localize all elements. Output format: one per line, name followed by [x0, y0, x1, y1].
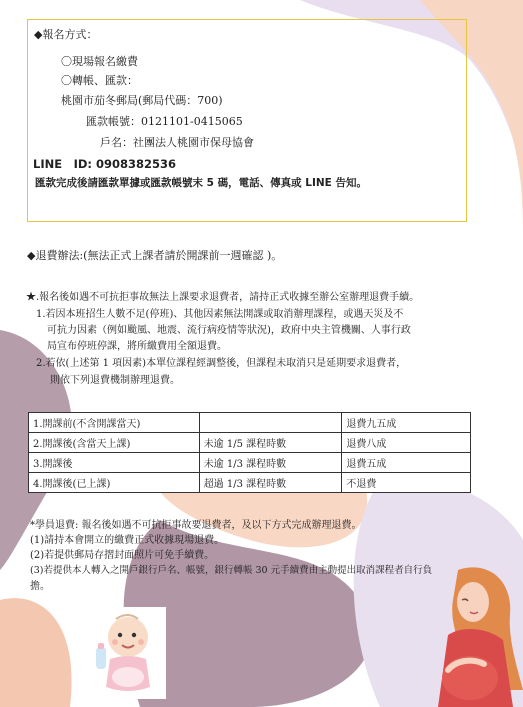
- mother-illustration: [418, 560, 523, 707]
- transfer-notice: 匯款完成後請匯款單據或匯款帳號末 5 碼，電話、傳真或 LINE 告知。: [35, 177, 367, 189]
- account-number: 匯款帳號：0121101-0415065: [86, 115, 243, 128]
- line-id: LINE ID: 0908382536: [33, 157, 177, 171]
- table-cell: [199, 413, 342, 433]
- refund-heading: ◆退費辦法:(無法正式上課者請於開課前一週確認 )。: [27, 249, 283, 262]
- table-cell: 3.開課後: [29, 453, 200, 473]
- refund-item1-line1: 1.若因本班招生人數不足(停班)、其他因素無法開課或取消辦理課程，或遇天災及不: [36, 309, 404, 320]
- notes-line4: (3)若提供本人轉入之開戶銀行戶名、帳號，銀行轉帳 30 元手續費由主動提出取消課程者自行負: [30, 565, 433, 576]
- table-cell: 退費五成: [342, 453, 471, 473]
- notes-line1: *學員退費: 報名後如遇不可抗拒事故要退費者，及以下方式完成辦理退費。: [30, 520, 362, 531]
- table-cell: 退費八成: [342, 433, 471, 453]
- table-cell: 2.開課後(含當天上課): [29, 433, 200, 453]
- account-name: 戶名：社團法人桃園市保母協會: [100, 136, 254, 149]
- table-row: [29, 453, 471, 473]
- table-row: [29, 473, 471, 493]
- table-cell: 未逾 1/5 課程時數: [199, 433, 342, 453]
- refund-item1-line2: 可抗力因素（例如颱風、地震、流行病疫情等狀況)，政府中央主管機關、人事行政: [47, 325, 411, 336]
- notes-line2: (1)請持本會開立的繳費正式收據現場退費。: [30, 535, 225, 546]
- option-onsite: 〇現場報名繳費: [61, 55, 138, 68]
- refund-item2-line1: 2.若依(上述第 1 項因素)本單位課程經調整後，但課程未取消只是延期要求退費者，: [36, 358, 407, 369]
- option-transfer: 〇轉帳、匯款：: [61, 74, 138, 87]
- table-cell: 1.開課前(不含開課當天): [29, 413, 200, 433]
- refund-star-line: ★.報名後如遇不可抗拒事故無法上課要求退費者，請持正式收據至辦公室辦理退費手續。: [26, 292, 420, 303]
- post-office: 桃園市茄冬郵局(郵局代碼：700): [61, 94, 223, 107]
- payment-heading: ◆報名方式：: [34, 28, 98, 41]
- table-cell: 4.開課後(已上課): [29, 473, 200, 493]
- table-row: [29, 433, 471, 453]
- notes-line3: (2)若提供郵局存摺封面照片可免手續費。: [30, 550, 215, 561]
- table-cell: 未逾 1/3 課程時數: [199, 453, 342, 473]
- table-cell: 退費九五成: [342, 413, 471, 433]
- refund-table: [28, 412, 471, 493]
- baby-illustration: [86, 607, 166, 699]
- table-cell: 超過 1/3 課程時數: [199, 473, 342, 493]
- table-cell: 不退費: [342, 473, 471, 493]
- notes-line5: 擔。: [30, 581, 50, 592]
- refund-item1-line3: 局宣布停班停課，將所繳費用全額退費。: [47, 341, 227, 352]
- refund-item2-line2: 則依下列退費機制辦理退費。: [50, 375, 180, 386]
- table-row: [29, 413, 471, 433]
